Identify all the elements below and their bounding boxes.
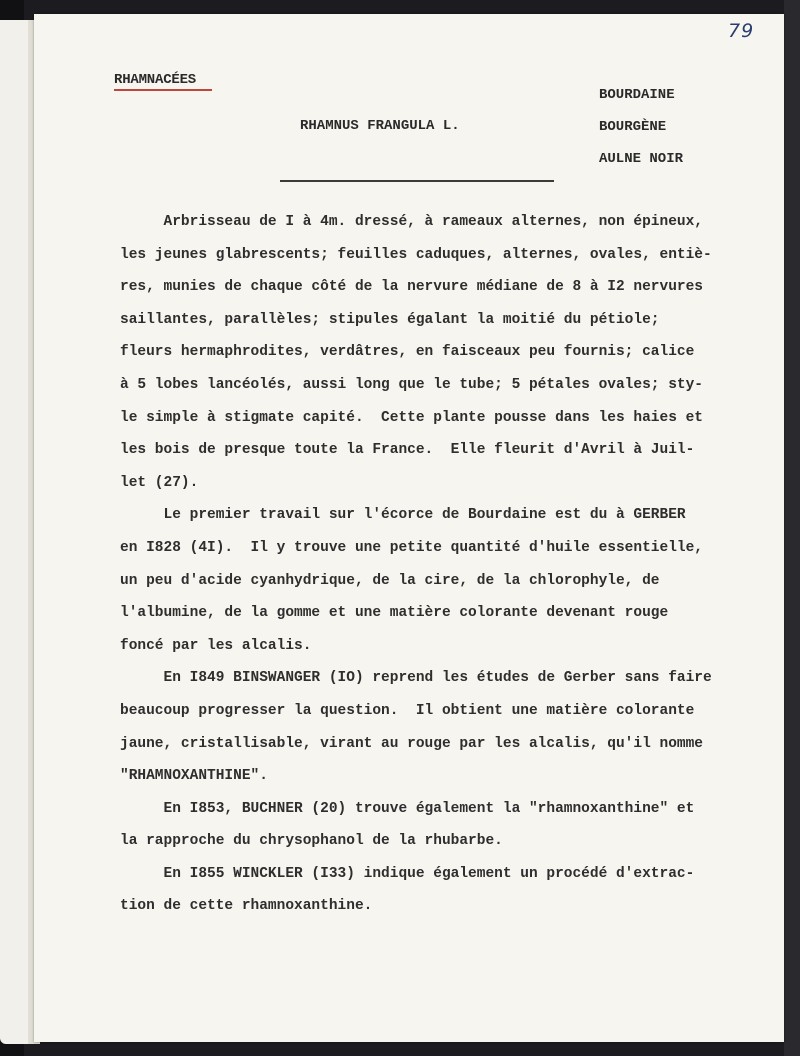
text-line: let (27). <box>120 474 199 491</box>
text-line: En I853, BUCHNER (20) trouve également la "rhamnoxanthine" et <box>120 800 695 817</box>
text-line: saillantes, parallèles; stipules égalant la moitié du pétiole; <box>120 311 660 328</box>
text-line: Arbrisseau de I à 4m. dressé, à rameaux alternes, non épineux, <box>120 214 703 230</box>
common-name: BOURGÈNE <box>599 119 667 135</box>
text-line: les bois de presque toute la France. Elle fleurit d'Avril à Juil- <box>120 442 695 459</box>
text-line: l'albumine, de la gomme et une matière colorante devenant rouge <box>120 605 669 622</box>
text-line: En I855 WINCKLER (I33) indique également un procédé d'extrac- <box>120 865 695 882</box>
text-line: jaune, cristallisable, virant au rouge par les alcalis, qu'il nomme <box>120 735 703 752</box>
text-line: res, munies de chaque côté de la nervure médiane de 8 à I2 nervures <box>120 279 703 296</box>
family-heading-underline <box>114 89 212 91</box>
text-line: Le premier travail sur l'écorce de Bourdaine est du à GERBER <box>120 507 686 524</box>
text-line: tion de cette rhamnoxanthine. <box>120 898 373 915</box>
text-line: un peu d'acide cyanhydrique, de la cire, de la chlorophyle, de <box>120 572 660 589</box>
text-line: beaucoup progresser la question. Il obtient une matière colorante <box>120 702 695 719</box>
page-number: 79 <box>728 20 755 42</box>
body-text <box>120 206 780 923</box>
text-line: le simple à stigmate capité. Cette plante pousse dans les haies et <box>120 409 703 426</box>
text-line: fleurs hermaphrodites, verdâtres, en faisceaux peu fournis; calice <box>120 344 695 361</box>
family-heading: RHAMNACÉES <box>114 72 197 88</box>
text-line: en I828 (4I). Il y trouve une petite quantité d'huile essentielle, <box>120 539 703 556</box>
common-names <box>599 79 683 175</box>
species-title: RHAMNUS FRANGULA L. <box>300 118 460 134</box>
scan-border-right <box>784 0 800 1056</box>
text-line: foncé par les alcalis. <box>120 637 312 654</box>
text-line: la rapproche du chrysophanol de la rhubarbe. <box>120 833 503 850</box>
common-name: AULNE NOIR <box>599 151 684 167</box>
text-line: En I849 BINSWANGER (IO) reprend les études de Gerber sans faire <box>120 670 712 687</box>
text-line: à 5 lobes lancéolés, aussi long que le tube; 5 pétales ovales; sty- <box>120 376 703 393</box>
title-rule <box>280 180 554 182</box>
text-line: "RHAMNOXANTHINE". <box>120 768 268 785</box>
text-line: les jeunes glabrescents; feuilles caduques, alternes, ovales, entiè- <box>120 246 712 263</box>
common-name: BOURDAINE <box>599 87 675 103</box>
